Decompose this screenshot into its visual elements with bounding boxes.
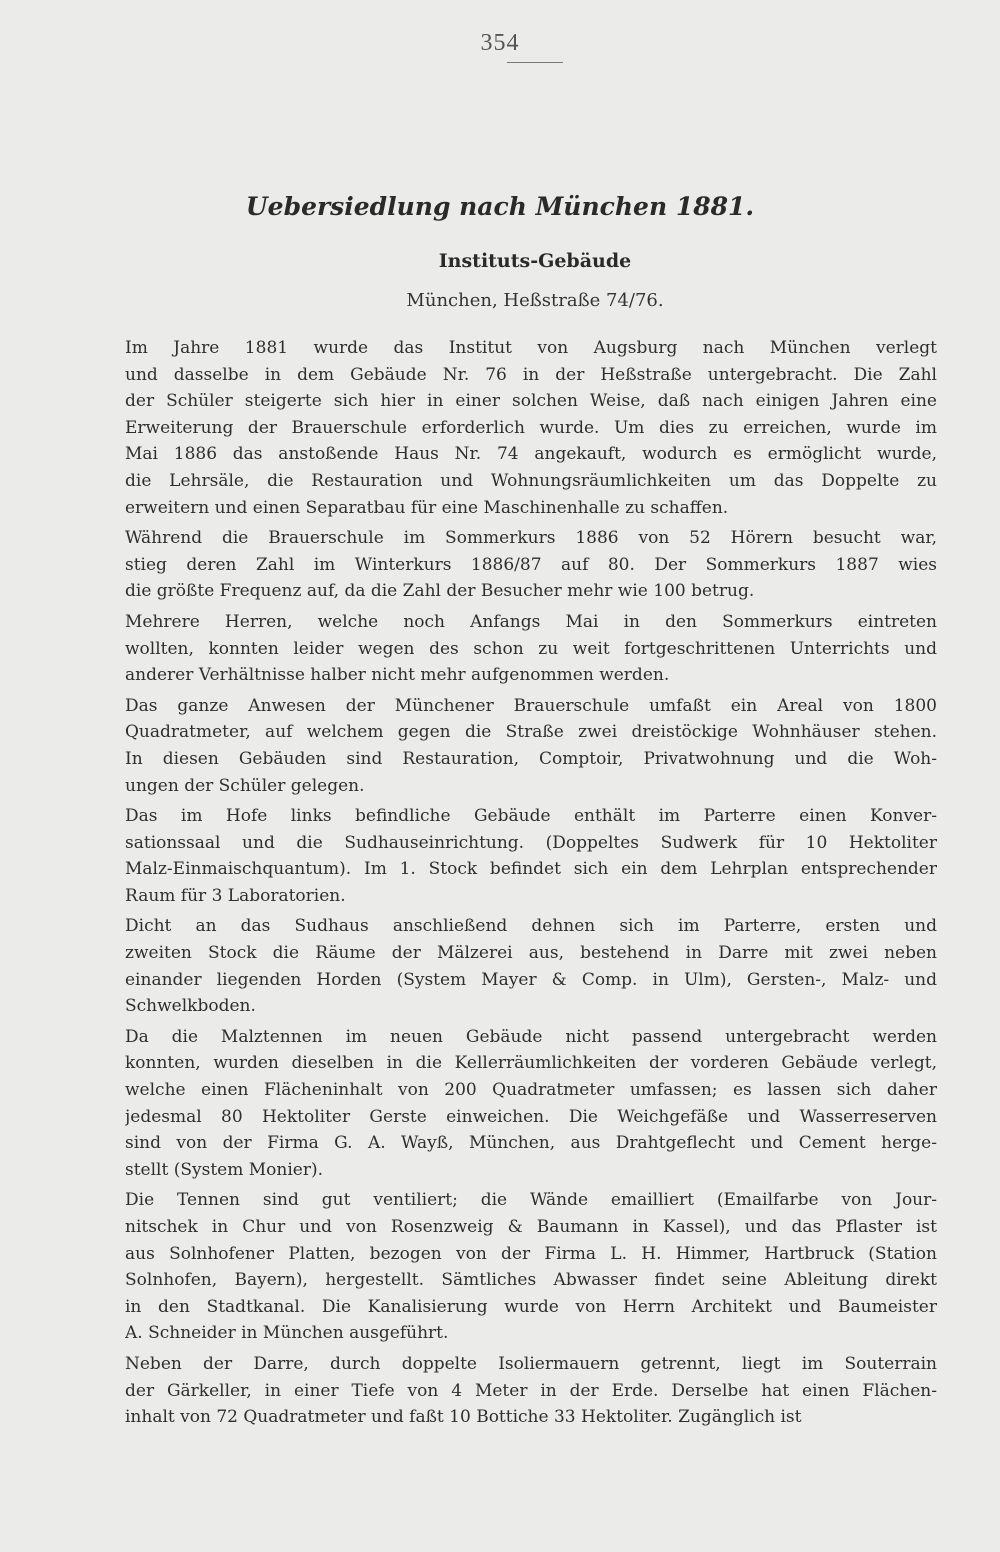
text-line: sationssaal und die Sudhauseinrichtung. (Doppeltes Sudwerk für 10 Hektoliter [125,832,937,853]
paragraph [125,335,937,521]
paragraph [125,913,937,1019]
text-line: Im Jahre 1881 wurde das Institut von Augsburg nach München verlegt [125,338,937,358]
text-line: In diesen Gebäuden sind Restauration, Comptoir, Privatwohnung und die Woh- [125,748,937,769]
text-line: sind von der Firma G. A. Wayß, München, aus Drahtgeflecht und Cement herge- [125,1133,937,1154]
text-line: inhalt von 72 Quadratmeter und faßt 10 Bottiche 33 Hektoliter. Zugänglich ist [125,1407,802,1428]
text-line: Malz-Einmaischquantum). Im 1. Stock befindet sich ein dem Lehrplan entsprechender [125,859,937,880]
paragraph [125,1187,937,1347]
paragraph [125,1024,937,1184]
text-line: Dicht an das Sudhaus anschließend dehnen sich im Parterre, ersten und [125,916,937,937]
text-line: konnten, wurden dieselben in die Kellerräumlichkeiten der vorderen Gebäude verlegt, [125,1053,937,1074]
text-line: einander liegenden Horden (System Mayer & Comp. in Ulm), Gersten-, Malz- und [125,969,937,990]
chapter-title: Uebersiedlung nach München 1881. [245,192,755,221]
text-line: die größte Frequenz auf, da die Zahl der Besucher mehr wie 100 betrug. [125,581,755,602]
text-line: Erweiterung der Brauerschule erforderlich wurde. Um dies zu erreichen, wurde im [125,417,937,438]
text-line: und dasselbe in dem Gebäude Nr. 76 in der Heßstraße untergebracht. Die Zahl [125,364,937,385]
text-line: Raum für 3 Laboratorien. [125,885,346,906]
text-line: Solnhofen, Bayern), hergestellt. Sämtliches Abwasser findet seine Ableitung direkt [125,1270,937,1291]
address-line: München, Heßstraße 74/76. [406,290,664,311]
section-subtitle: Instituts-Gebäude [438,250,632,272]
text-line: Mehrere Herren, welche noch Anfangs Mai in den Sommerkurs eintreten [125,611,937,632]
text-line: stellt (System Monier). [125,1159,323,1180]
body-text [125,335,937,1435]
text-line: anderer Verhältnisse halber nicht mehr aufgenommen werden. [125,665,670,686]
paragraph [125,1351,937,1431]
text-line: wollten, konnten leider wegen des schon zu weit fortgeschrittenen Unterrichts und [125,638,937,659]
text-line: Das im Hofe links befindliche Gebäude enthält im Parterre einen Konver- [125,806,937,827]
text-line: Die Tennen sind gut ventiliert; die Wände emailliert (Emailfarbe von Jour- [125,1190,937,1211]
text-line: A. Schneider in München ausgeführt. [125,1323,449,1344]
text-line: nitschek in Chur und von Rosenzweig & Baumann in Kassel), und das Pflaster ist [125,1217,937,1237]
text-line: der Schüler steigerte sich hier in einer solchen Weise, daß nach einigen Jahren eine [125,391,937,412]
paragraph [125,525,937,605]
text-line: Das ganze Anwesen der Münchener Brauerschule umfaßt ein Areal von 1800 [125,695,937,716]
text-line: welche einen Flächeninhalt von 200 Quadratmeter umfassen; es lassen sich daher [125,1080,937,1101]
text-line: aus Solnhofener Platten, bezogen von der Firma L. H. Himmer, Hartbruck (Station [125,1243,937,1264]
paragraph [125,609,937,689]
text-line: der Gärkeller, in einer Tiefe von 4 Meter in der Erde. Derselbe hat einen Flächen- [125,1380,937,1401]
text-line: erweitern und einen Separatbau für eine Maschinenhalle zu schaffen. [125,497,729,518]
text-line: Neben der Darre, durch doppelte Isoliermauern getrennt, liegt im Souterrain [125,1353,937,1374]
text-line: Während die Brauerschule im Sommerkurs 1886 von 52 Hörern besucht war, [125,528,937,549]
text-line: Da die Malztennen im neuen Gebäude nicht passend untergebracht werden [125,1026,937,1047]
text-line: in den Stadtkanal. Die Kanalisierung wurde von Herrn Architekt und Baumeister [125,1296,937,1317]
text-line: die Lehrsäle, die Restauration und Wohnungsräumlichkeiten um das Doppelte zu [125,470,937,491]
paragraph [125,693,937,799]
text-line: zweiten Stock die Räume der Mälzerei aus, bestehend in Darre mit zwei neben [125,943,937,964]
text-line: jedesmal 80 Hektoliter Gerste einweichen. Die Weichgefäße und Wasserreserven [125,1106,937,1127]
page-number: 354 [480,30,520,56]
text-line: Schwelkboden. [125,996,256,1017]
text-line: Quadratmeter, auf welchem gegen die Straße zwei dreistöckige Wohnhäuser stehen. [125,722,937,743]
text-line: Mai 1886 das anstoßende Haus Nr. 74 angekauft, wodurch es ermöglicht wurde, [125,444,937,465]
paragraph [125,803,937,909]
text-line: ungen der Schüler gelegen. [125,775,365,796]
page-number-rule [507,62,563,63]
text-line: stieg deren Zahl im Winterkurs 1886/87 auf 80. Der Sommerkurs 1887 wies [125,554,937,575]
